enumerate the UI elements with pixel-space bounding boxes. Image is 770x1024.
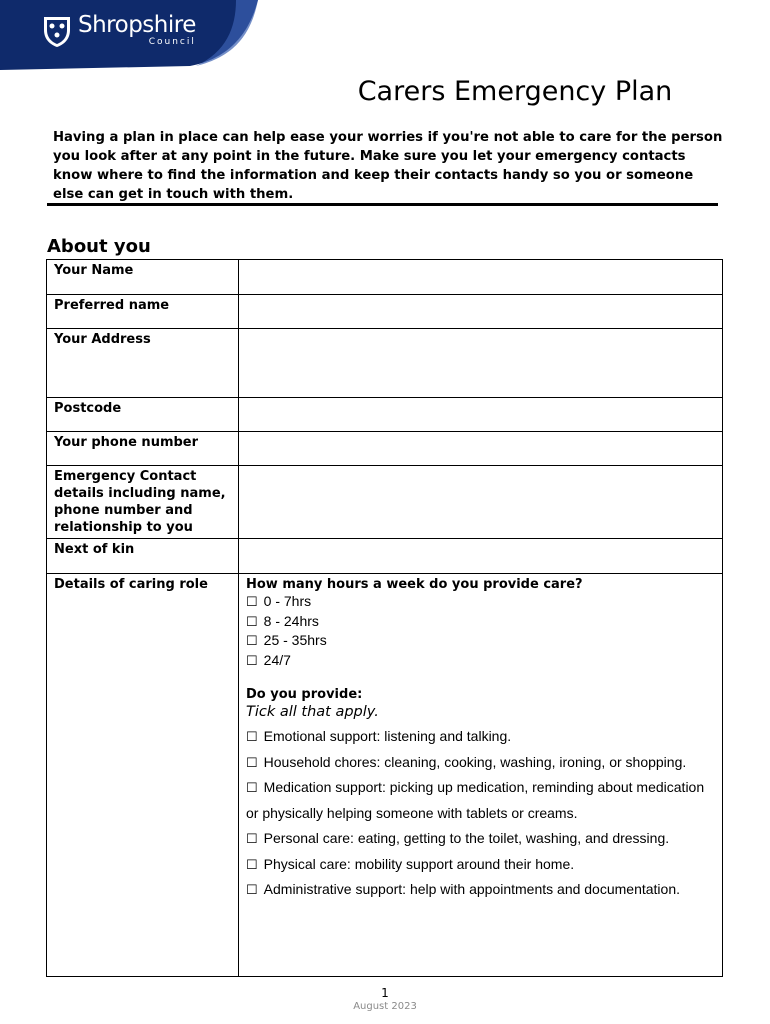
table-row — [47, 574, 723, 977]
provide-hint: Tick all that apply. — [246, 704, 379, 720]
provide-option[interactable]: ☐ Medication support: picking up medication, reminding about medication or physically helping someone with tablets or creams. — [246, 779, 705, 821]
hours-option[interactable]: ☐ 8 - 24hrs — [246, 612, 319, 629]
label-preferred-name: Preferred name — [47, 295, 239, 329]
label-caring-role: Details of caring role — [47, 574, 239, 977]
provide-option[interactable]: ☐ Emotional support: listening and talking. — [246, 728, 512, 744]
provide-option[interactable]: ☐ Household chores: cleaning, cooking, washing, ironing, or shopping. — [246, 753, 687, 770]
hours-option[interactable]: ☐ 0 - 7hrs — [246, 593, 312, 609]
table-row — [47, 432, 723, 466]
crest-icon — [42, 14, 72, 48]
logo-title: Shropshire — [78, 12, 196, 38]
page-number: 1 — [381, 986, 389, 1000]
provide-option[interactable]: ☐ Personal care: eating, getting to the toilet, washing, and dressing. — [246, 830, 670, 846]
provide-question: Do you provide: — [246, 687, 363, 702]
checkbox-icon[interactable]: ☐ — [246, 754, 258, 770]
table-row — [47, 398, 723, 432]
field-your-address[interactable] — [239, 329, 723, 398]
field-your-name[interactable] — [239, 260, 723, 295]
checkbox-icon[interactable]: ☐ — [246, 729, 258, 744]
table-row — [47, 295, 723, 329]
about-you-table — [46, 259, 723, 977]
label-your-address: Your Address — [47, 329, 239, 398]
field-emergency-contact[interactable] — [239, 466, 723, 539]
field-phone-number[interactable] — [239, 432, 723, 466]
page-title: Carers Emergency Plan — [357, 76, 673, 107]
label-emergency-contact: Emergency Contact details including name, phone number and relationship to you — [47, 466, 239, 539]
caring-role-details — [239, 574, 723, 977]
provide-option[interactable]: ☐ Physical care: mobility support around their home. — [246, 855, 575, 872]
label-postcode: Postcode — [47, 398, 239, 432]
hours-option[interactable]: ☐ 25 - 35hrs — [246, 632, 327, 648]
table-row — [47, 466, 723, 539]
intro-text: Having a plan in place can help ease your worries if you're not able to care for the person you look after at any point in the future. Make sure you let your emergency contacts know where to find the information and keep their contacts handy so you or someone else can get in touch with them. — [53, 130, 723, 202]
provide-option[interactable]: ☐ Administrative support: help with appointments and documentation. — [246, 881, 681, 897]
label-your-name: Your Name — [47, 260, 239, 295]
field-next-of-kin[interactable] — [239, 539, 723, 574]
checkbox-icon[interactable]: ☐ — [246, 882, 258, 897]
section-title-about-you: About you — [47, 236, 151, 257]
checkbox-icon[interactable]: ☐ — [246, 780, 258, 795]
checkbox-icon[interactable]: ☐ — [246, 856, 258, 872]
hours-question: How many hours a week do you provide care? — [246, 577, 583, 592]
label-next-of-kin: Next of kin — [47, 539, 239, 574]
field-preferred-name[interactable] — [239, 295, 723, 329]
divider — [47, 203, 718, 206]
checkbox-icon[interactable]: ☐ — [246, 633, 258, 648]
table-row — [47, 329, 723, 398]
logo-subtitle: Council — [148, 37, 196, 47]
checkbox-icon[interactable]: ☐ — [246, 652, 258, 668]
table-row — [47, 260, 723, 295]
checkbox-icon[interactable]: ☐ — [246, 594, 258, 609]
field-postcode[interactable] — [239, 398, 723, 432]
checkbox-icon[interactable]: ☐ — [246, 831, 258, 846]
council-logo[interactable] — [42, 14, 196, 48]
checkbox-icon[interactable]: ☐ — [246, 613, 258, 629]
label-phone-number: Your phone number — [47, 432, 239, 466]
footer-date: August 2023 — [353, 1001, 417, 1012]
hours-option[interactable]: ☐ 24/7 — [246, 651, 291, 668]
table-row — [47, 539, 723, 574]
